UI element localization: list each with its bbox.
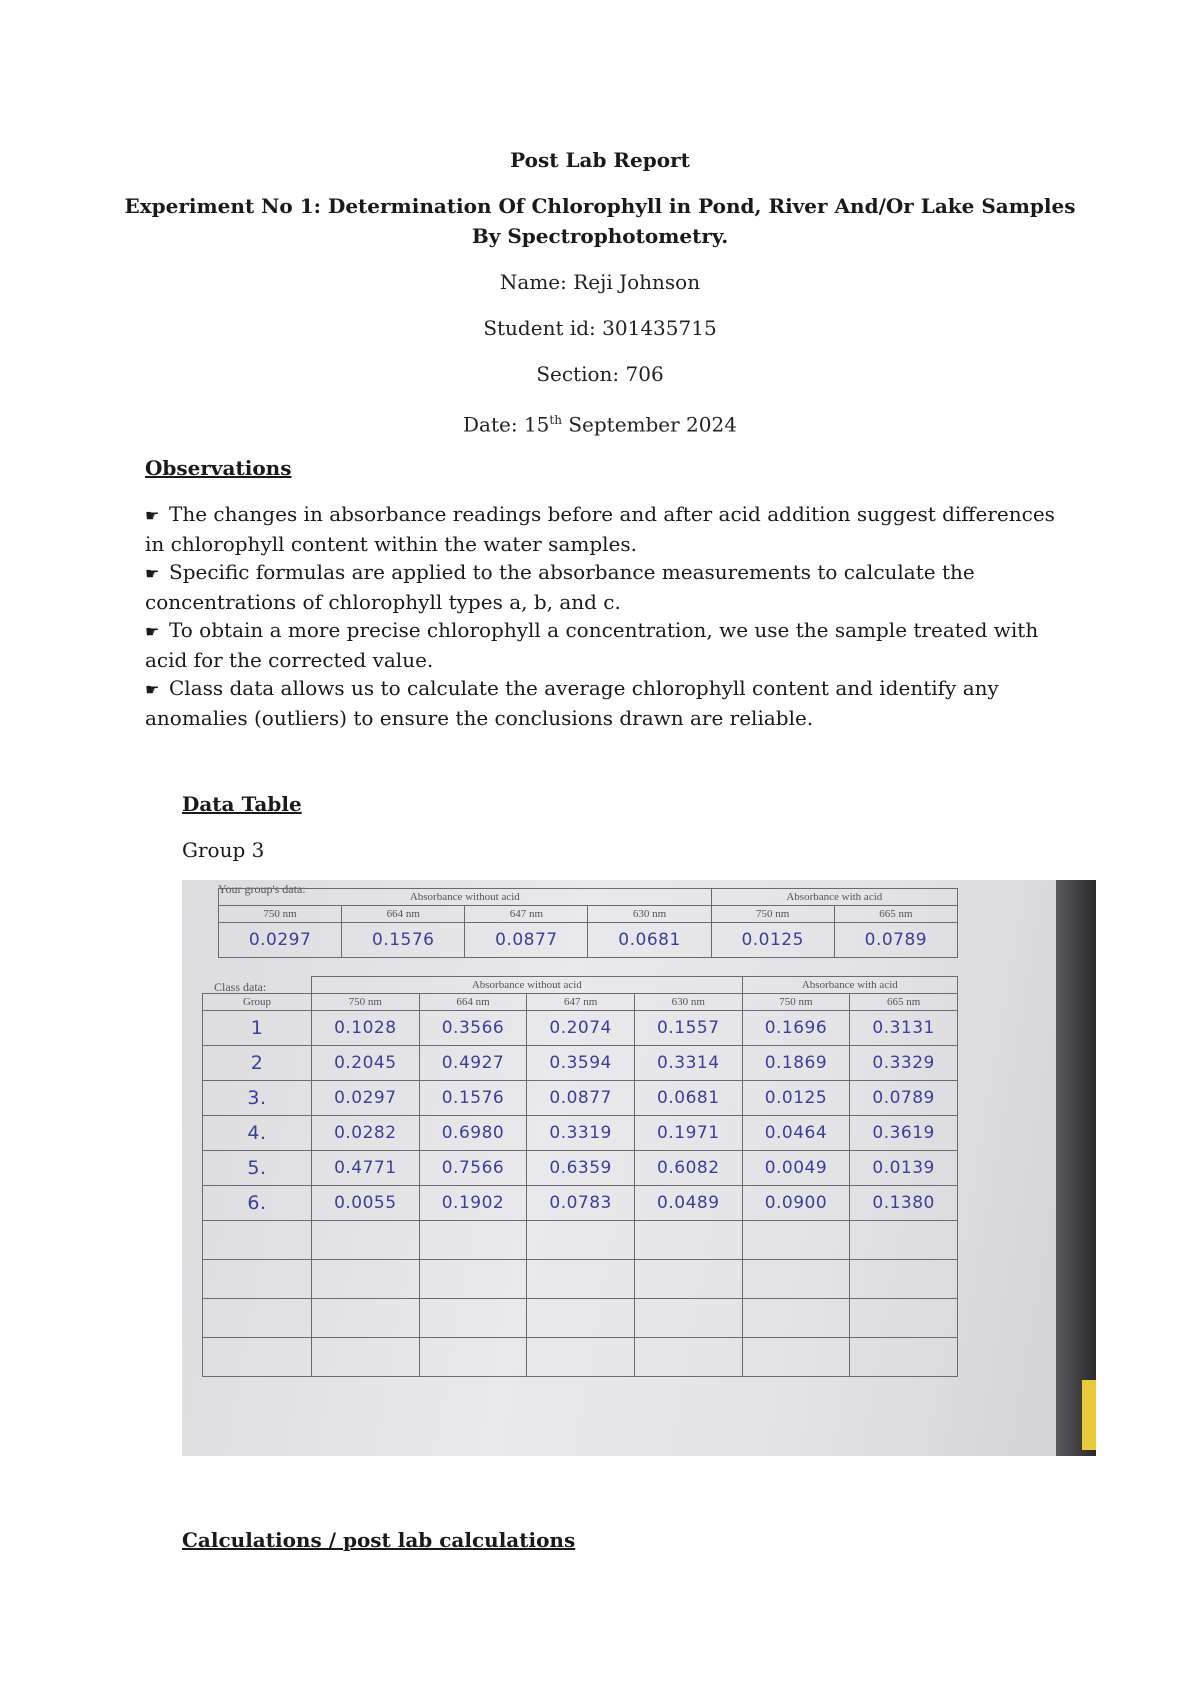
observation-text: Specific formulas are applied to the absorbance measurements to calculate the concentrations of chlorophyll types a, b, and c. — [145, 560, 975, 614]
section: Section: 706 — [536, 362, 664, 386]
value-cell: 0.6082 — [634, 1151, 742, 1186]
value-cell: 0.0877 — [465, 923, 588, 958]
photo-yellow-object — [1082, 1380, 1096, 1450]
photo-edge-shadow — [1056, 880, 1096, 1456]
group-number-cell: 1 — [203, 1011, 312, 1046]
wavelength-header: 750 nm — [711, 906, 834, 923]
observation-text: To obtain a more precise chlorophyll a concentration, we use the sample treated with acid for the corrected value. — [145, 618, 1039, 672]
data-sheet-photo — [182, 880, 1096, 1456]
value-cell: 0.0282 — [312, 1116, 420, 1151]
date-prefix: Date: 15 — [463, 412, 550, 437]
value-cell: 0.1028 — [312, 1011, 420, 1046]
wavelength-header: 665 nm — [834, 906, 957, 923]
observation-item — [145, 558, 1065, 616]
value-cell: 0.4771 — [312, 1151, 420, 1186]
date-suffix: September 2024 — [561, 412, 737, 437]
value-cell: 0.0789 — [850, 1081, 958, 1116]
value-cell: 0.0489 — [634, 1186, 742, 1221]
student-name: Name: Reji Johnson — [499, 270, 701, 294]
value-cell: 0.0681 — [634, 1081, 742, 1116]
your-group-table — [218, 888, 958, 958]
value-cell: 0.3329 — [850, 1046, 958, 1081]
table-row — [203, 1221, 958, 1260]
group-label: Group 3 — [182, 838, 265, 862]
data-table-heading: Data Table — [182, 792, 302, 816]
report-date — [0, 406, 1200, 439]
without-acid-header: Absorbance without acid — [219, 889, 712, 906]
date-superscript: th — [549, 413, 562, 427]
value-cell: 0.1971 — [634, 1116, 742, 1151]
value-cell: 0.3619 — [850, 1116, 958, 1151]
value-cell: 0.2074 — [527, 1011, 635, 1046]
observation-text: The changes in absorbance readings before and after acid addition suggest differences in chlorophyll content within the water samples. — [145, 502, 1055, 556]
wavelength-header: 630 nm — [588, 906, 711, 923]
table-row — [203, 1081, 958, 1116]
observation-text: Class data allows us to calculate the average chlorophyll content and identify any anomalies (outliers) to ensure the conclusions drawn are reliable. — [145, 676, 999, 730]
pointing-hand-icon: ☛ — [145, 506, 160, 525]
value-cell: 0.0125 — [711, 923, 834, 958]
wavelength-header: 665 nm — [850, 994, 958, 1011]
wavelength-header: 750 nm — [312, 994, 420, 1011]
group-column-header: Group — [203, 994, 312, 1011]
value-cell: 0.0783 — [527, 1186, 635, 1221]
table-row — [203, 1260, 958, 1299]
value-cell: 0.3319 — [527, 1116, 635, 1151]
value-cell: 0.3131 — [850, 1011, 958, 1046]
value-cell: 0.0900 — [742, 1186, 850, 1221]
observations-heading: Observations — [145, 456, 292, 480]
wavelength-header: 750 nm — [219, 906, 342, 923]
class-data-label: Class data: — [214, 980, 267, 994]
table-row — [203, 1186, 958, 1221]
group-number-cell: 5. — [203, 1151, 312, 1186]
value-cell: 0.0681 — [588, 923, 711, 958]
wavelength-header: 664 nm — [342, 906, 465, 923]
experiment-title-line1: Experiment No 1: Determination Of Chlorophyll in Pond, River And/Or Lake Samples — [124, 194, 1076, 218]
wavelength-header: 664 nm — [419, 994, 527, 1011]
value-cell: 0.3566 — [419, 1011, 527, 1046]
observation-item — [145, 616, 1065, 674]
value-cell: 0.0139 — [850, 1151, 958, 1186]
value-cell: 0.1902 — [419, 1186, 527, 1221]
pointing-hand-icon: ☛ — [145, 564, 160, 583]
value-cell: 0.0877 — [527, 1081, 635, 1116]
student-id: Student id: 301435715 — [483, 316, 717, 340]
value-cell: 0.2045 — [312, 1046, 420, 1081]
value-cell: 0.0789 — [834, 923, 957, 958]
table-row — [203, 1116, 958, 1151]
group-number-cell: 4. — [203, 1116, 312, 1151]
value-cell: 0.1576 — [342, 923, 465, 958]
table-row — [203, 1011, 958, 1046]
value-cell: 0.6359 — [527, 1151, 635, 1186]
calculations-heading: Calculations / post lab calculations — [182, 1528, 576, 1552]
experiment-title-line2: By Spectrophotometry. — [471, 224, 729, 248]
value-cell: 0.1576 — [419, 1081, 527, 1116]
value-cell: 0.0049 — [742, 1151, 850, 1186]
value-cell: 0.3594 — [527, 1046, 635, 1081]
value-cell: 0.1869 — [742, 1046, 850, 1081]
pointing-hand-icon: ☛ — [145, 680, 160, 699]
spacer-cell — [203, 977, 312, 994]
wavelength-header: 750 nm — [742, 994, 850, 1011]
value-cell: 0.0297 — [312, 1081, 420, 1116]
group-number-cell: 3. — [203, 1081, 312, 1116]
observation-item — [145, 500, 1065, 558]
observation-item — [145, 674, 1065, 732]
wavelength-header: 647 nm — [527, 994, 635, 1011]
group-number-cell: 6. — [203, 1186, 312, 1221]
pointing-hand-icon: ☛ — [145, 622, 160, 641]
wavelength-header: 630 nm — [634, 994, 742, 1011]
value-cell: 0.1380 — [850, 1186, 958, 1221]
value-cell: 0.0125 — [742, 1081, 850, 1116]
value-cell: 0.4927 — [419, 1046, 527, 1081]
without-acid-header: Absorbance without acid — [312, 977, 743, 994]
with-acid-header: Absorbance with acid — [711, 889, 957, 906]
value-cell: 0.0464 — [742, 1116, 850, 1151]
observations-list — [145, 500, 1065, 732]
class-data-table — [202, 976, 958, 1377]
value-cell: 0.3314 — [634, 1046, 742, 1081]
table-row — [203, 1299, 958, 1338]
report-title: Post Lab Report — [510, 148, 690, 172]
value-cell: 0.0297 — [219, 923, 342, 958]
wavelength-header: 647 nm — [465, 906, 588, 923]
table-row — [203, 1338, 958, 1377]
table-row — [203, 1151, 958, 1186]
value-cell: 0.1696 — [742, 1011, 850, 1046]
table-row — [203, 1046, 958, 1081]
value-cell: 0.1557 — [634, 1011, 742, 1046]
your-group-label: Your group's data: — [218, 882, 306, 896]
value-cell: 0.0055 — [312, 1186, 420, 1221]
value-cell: 0.7566 — [419, 1151, 527, 1186]
with-acid-header: Absorbance with acid — [742, 977, 957, 994]
group-number-cell: 2 — [203, 1046, 312, 1081]
value-cell: 0.6980 — [419, 1116, 527, 1151]
class-rows — [203, 1011, 958, 1221]
